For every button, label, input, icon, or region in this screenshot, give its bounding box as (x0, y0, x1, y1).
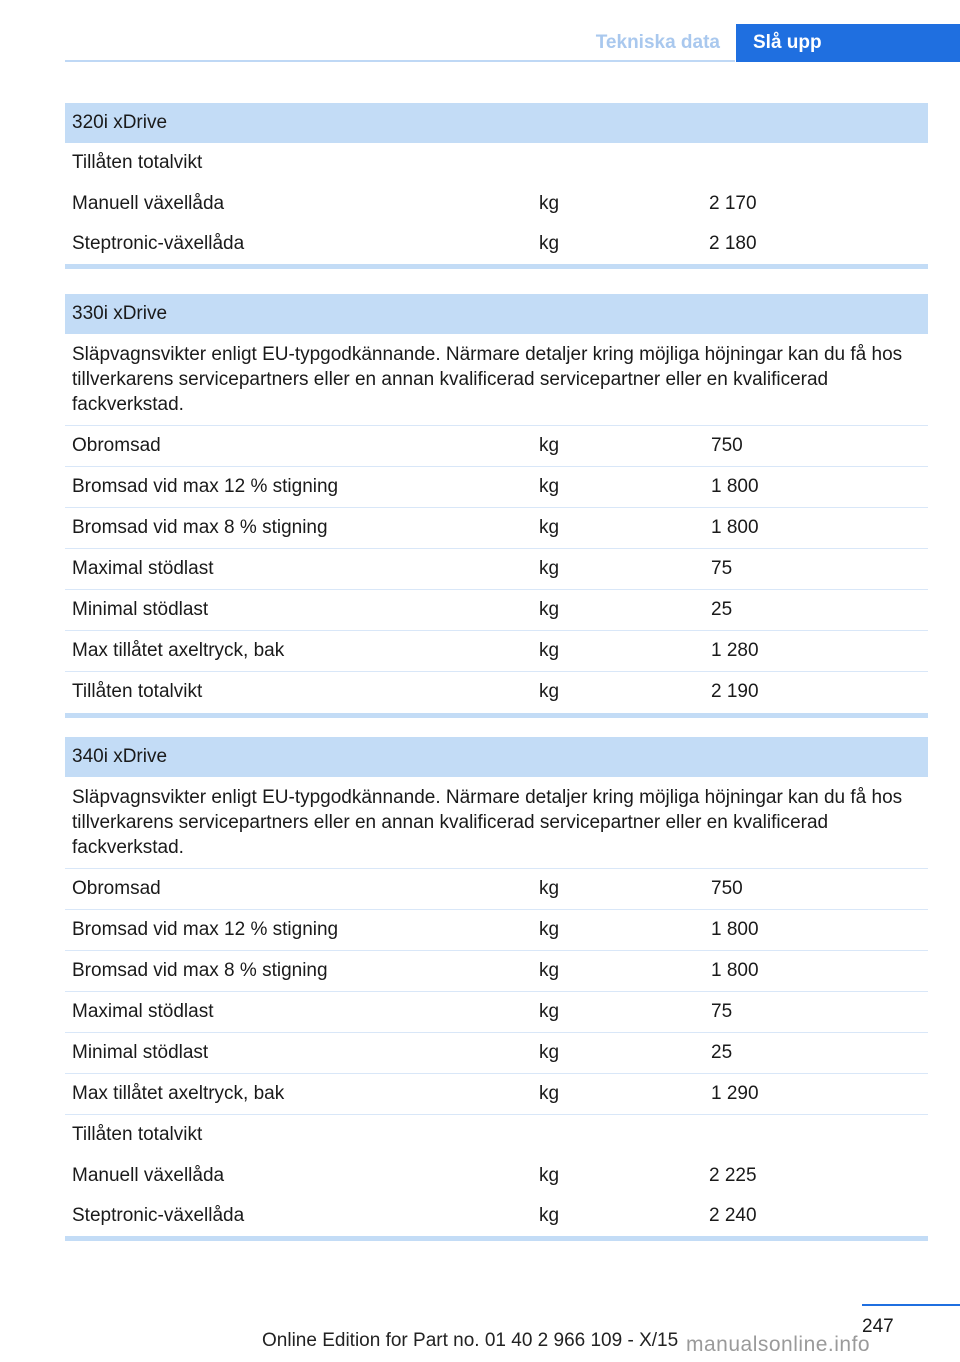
row-value (711, 1115, 928, 1155)
row-unit (539, 1115, 711, 1155)
row-label: Manuell växellåda (72, 193, 225, 214)
row-unit: kg (539, 476, 560, 497)
table-row (65, 951, 928, 992)
table-note: Släpvagnsvikter enligt EU-typgodkännande. Närmare detaljer kring möjliga höjningar kan du få hos tillverkarens servicepartners eller en annan kvalificerad servicepartner eller en kvalificerad fackverkstad. (65, 777, 928, 869)
page-number: 247 (862, 1316, 894, 1337)
row-unit: kg (539, 1205, 560, 1226)
row-value: 75 (711, 558, 733, 579)
row-label: Max tillåtet axeltryck, bak (72, 640, 285, 661)
row-value: 25 (711, 599, 733, 620)
edition-footer: Online Edition for Part no. 01 40 2 966 109 - X/15 (262, 1330, 679, 1351)
table-row (65, 184, 928, 224)
table-row (65, 992, 928, 1033)
row-unit: kg (539, 1042, 560, 1063)
row-unit: kg (539, 960, 560, 981)
row-unit: kg (539, 1083, 560, 1104)
row-unit: kg (539, 435, 560, 456)
row-value: 1 290 (711, 1083, 759, 1104)
row-value: 1 800 (711, 960, 759, 981)
row-unit: kg (539, 599, 560, 620)
header-rule (65, 60, 735, 62)
table-end-rule (65, 1236, 928, 1241)
row-label: Bromsad vid max 12 % stigning (72, 476, 339, 497)
table-end-rule (65, 713, 928, 718)
row-label: Maximal stödlast (72, 558, 214, 579)
row-label: Obromsad (72, 435, 161, 456)
row-value: 1 280 (711, 640, 759, 661)
row-value: 25 (711, 1042, 733, 1063)
table-row (65, 549, 928, 590)
row-label: Steptronic-växellåda (72, 233, 245, 254)
row-label: Manuell växellåda (72, 1165, 225, 1186)
row-unit: kg (539, 517, 560, 538)
table-row (65, 1196, 928, 1236)
row-label: Tillåten totalvikt (72, 1124, 203, 1145)
row-value: 750 (711, 435, 743, 456)
table-row (65, 672, 928, 713)
table-row (65, 224, 928, 264)
row-value: 1 800 (711, 919, 759, 940)
table-row (65, 1074, 928, 1115)
table-row (65, 426, 928, 467)
row-label: Tillåten totalvikt (72, 681, 203, 702)
table-title: 340i xDrive (65, 737, 928, 777)
table-row (65, 869, 928, 910)
table-row (65, 1115, 928, 1156)
spec-table-320i (65, 103, 928, 269)
row-label: Max tillåtet axeltryck, bak (72, 1083, 285, 1104)
row-value: 2 170 (709, 193, 757, 214)
table-row (65, 467, 928, 508)
table-row (65, 590, 928, 631)
row-unit: kg (539, 233, 560, 254)
row-value: 2 240 (709, 1205, 757, 1226)
table-row (65, 1033, 928, 1074)
table-row (65, 631, 928, 672)
row-label: Bromsad vid max 8 % stigning (72, 960, 328, 981)
table-row (65, 1156, 928, 1196)
row-unit: kg (539, 558, 560, 579)
row-value: 1 800 (711, 476, 759, 497)
table-row (65, 508, 928, 549)
row-label: Steptronic-växellåda (72, 1205, 245, 1226)
row-value: 2 225 (709, 1165, 757, 1186)
row-value: 750 (711, 878, 743, 899)
row-value: 2 190 (711, 681, 759, 702)
row-value: 75 (711, 1001, 733, 1022)
row-label: Maximal stödlast (72, 1001, 214, 1022)
row-unit: kg (539, 919, 560, 940)
row-unit: kg (539, 681, 560, 702)
row-label: Minimal stödlast (72, 599, 209, 620)
row-label: Tillåten totalvikt (72, 152, 203, 173)
header-section-title: Tekniska data (595, 32, 720, 53)
row-value: 1 800 (711, 517, 759, 538)
row-unit: kg (539, 1165, 560, 1186)
table-row (65, 910, 928, 951)
spec-table-330i (65, 294, 928, 718)
row-label: Minimal stödlast (72, 1042, 209, 1063)
spec-table-340i (65, 737, 928, 1241)
row-unit (539, 143, 711, 183)
page-number-rule (862, 1304, 960, 1306)
row-unit: kg (539, 640, 560, 661)
row-unit: kg (539, 193, 560, 214)
row-unit: kg (539, 1001, 560, 1022)
table-title: 320i xDrive (65, 103, 928, 143)
row-value: 2 180 (709, 233, 757, 254)
row-label: Bromsad vid max 8 % stigning (72, 517, 328, 538)
header-chapter-tab: Slå upp (736, 24, 960, 62)
table-note: Släpvagnsvikter enligt EU-typgodkännande. Närmare detaljer kring möjliga höjningar kan du få hos tillverkarens servicepartners eller en annan kvalificerad servicepartner eller en kvalificerad fackverkstad. (65, 334, 928, 426)
table-row (65, 143, 928, 184)
table-end-rule (65, 264, 928, 269)
row-value (711, 143, 928, 183)
row-label: Bromsad vid max 12 % stigning (72, 919, 339, 940)
table-title: 330i xDrive (65, 294, 928, 334)
row-label: Obromsad (72, 878, 161, 899)
watermark: manualsonline.info (686, 1333, 871, 1356)
row-unit: kg (539, 878, 560, 899)
